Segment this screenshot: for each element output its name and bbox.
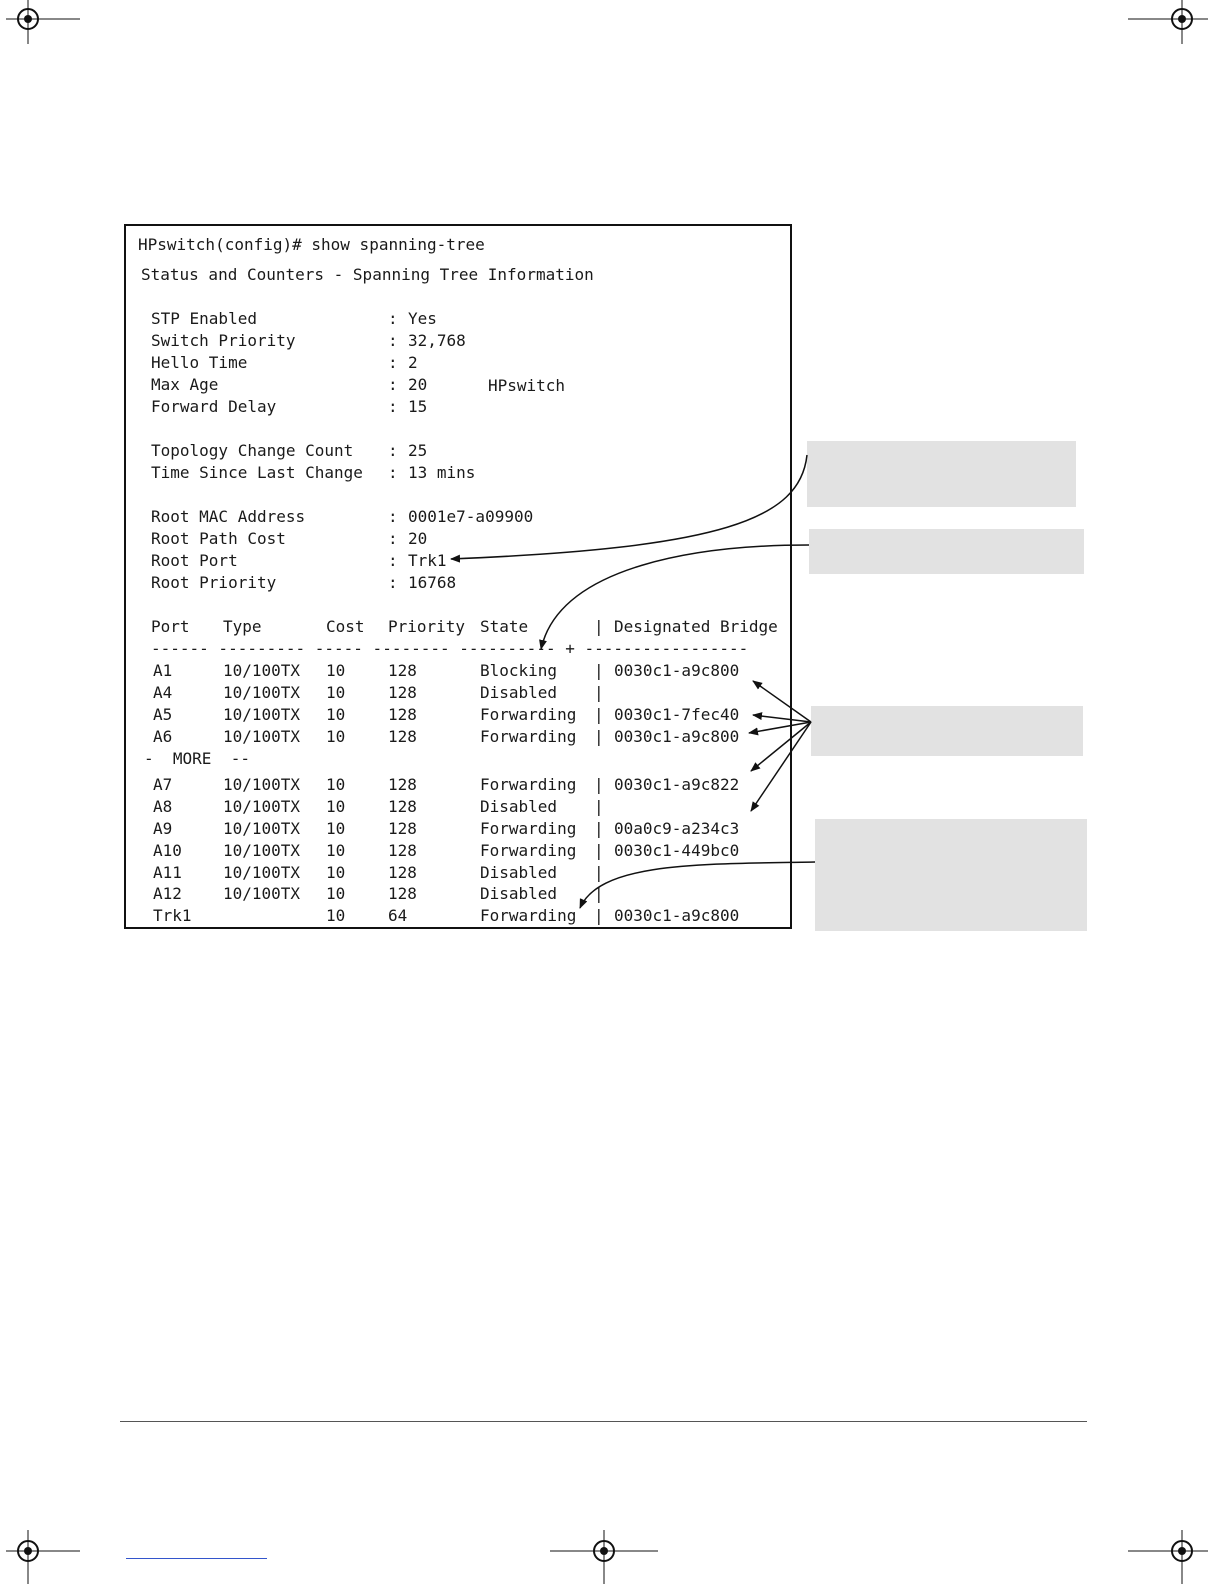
cell-port: A4 [153, 683, 173, 702]
cell-priority: 128 [388, 884, 417, 903]
arrow-root-port [451, 455, 807, 559]
arrow-blocking-state [541, 545, 809, 649]
cell-type: 10/100TX [223, 661, 301, 680]
field-sep: : [388, 573, 398, 592]
cell-port: A9 [153, 819, 173, 838]
cell-state: Blocking [480, 661, 558, 680]
field-label-hello-time: Hello Time [151, 353, 248, 372]
cell-designated-bridge: 0030c1-a9c800 [614, 661, 740, 680]
cell-state: Forwarding [480, 819, 577, 838]
cell-cost: 10 [326, 819, 346, 838]
field-sep: : [388, 441, 398, 460]
field-value-root-port: Trk1 [408, 551, 447, 570]
field-label-time-since-last-change: Time Since Last Change [151, 463, 363, 482]
cell-cost: 10 [326, 683, 346, 702]
cell-designated-bridge: 0030c1-a9c822 [614, 775, 740, 794]
cell-cost: 10 [326, 775, 346, 794]
cell-type: 10/100TX [223, 841, 301, 860]
field-sep: : [388, 331, 398, 350]
table-header-rule: ------ --------- ----- -------- ---------- + ----------------- [151, 639, 749, 658]
cell-divider: | [594, 797, 604, 816]
cell-type: 10/100TX [223, 863, 301, 882]
cell-divider: | [594, 819, 604, 838]
cell-port: A6 [153, 727, 173, 746]
field-label-switch-priority: Switch Priority [151, 331, 296, 350]
cell-type: 10/100TX [223, 727, 301, 746]
cell-designated-bridge: 00a0c9-a234c3 [614, 819, 740, 838]
field-value-root-path-cost: 20 [408, 529, 428, 548]
footer-rule [120, 1421, 1087, 1422]
cell-type: 10/100TX [223, 775, 301, 794]
cell-priority: 128 [388, 661, 417, 680]
cli-command: HPswitch(config)# show spanning-tree [138, 235, 485, 254]
cell-state: Forwarding [480, 705, 577, 724]
arrow-trunk-forwarding [580, 862, 815, 908]
field-label-root-priority: Root Priority [151, 573, 277, 592]
cell-divider: | [594, 775, 604, 794]
col-header-cost: Cost [326, 617, 365, 636]
cell-priority: 128 [388, 819, 417, 838]
cell-priority: 128 [388, 727, 417, 746]
cell-port: A11 [153, 863, 182, 882]
field-value-root-mac-address: 0001e7-a09900 [408, 507, 534, 526]
cell-state: Disabled [480, 797, 558, 816]
cell-priority: 128 [388, 841, 417, 860]
cell-port: A8 [153, 797, 173, 816]
col-header-type: Type [223, 617, 262, 636]
cell-state: Forwarding [480, 906, 577, 925]
field-label-root-path-cost: Root Path Cost [151, 529, 286, 548]
hostname-note: HPswitch [488, 376, 566, 395]
cell-port: A1 [153, 661, 173, 680]
cell-priority: 64 [388, 906, 408, 925]
col-header-port: Port [151, 617, 190, 636]
cell-cost: 10 [326, 906, 346, 925]
cell-type: 10/100TX [223, 683, 301, 702]
cell-state: Disabled [480, 683, 558, 702]
cell-port: A5 [153, 705, 173, 724]
cell-designated-bridge: 0030c1-a9c800 [614, 727, 740, 746]
col-header-state: State [480, 617, 529, 636]
cell-port: A7 [153, 775, 173, 794]
cell-type: 10/100TX [223, 819, 301, 838]
field-value-time-since-last-change: 13 mins [408, 463, 476, 482]
cell-divider: | [594, 683, 604, 702]
field-sep: : [388, 397, 398, 416]
footer-link-underline [126, 1558, 267, 1559]
field-label-root-mac-address: Root MAC Address [151, 507, 306, 526]
cell-port: A12 [153, 884, 182, 903]
cell-cost: 10 [326, 884, 346, 903]
col-header-designated-bridge: Designated Bridge [614, 617, 778, 636]
field-label-stp-enabled: STP Enabled [151, 309, 257, 328]
field-value-max-age: 20 [408, 375, 428, 394]
field-value-root-priority: 16768 [408, 573, 457, 592]
cell-cost: 10 [326, 661, 346, 680]
cell-priority: 128 [388, 775, 417, 794]
cell-designated-bridge: 0030c1-449bc0 [614, 841, 740, 860]
col-header-divider: | [594, 617, 604, 636]
cell-divider: | [594, 906, 604, 925]
cell-divider: | [594, 661, 604, 680]
field-sep: : [388, 551, 398, 570]
cell-cost: 10 [326, 841, 346, 860]
cell-port: Trk1 [153, 906, 192, 925]
cell-state: Forwarding [480, 841, 577, 860]
field-label-forward-delay: Forward Delay [151, 397, 277, 416]
field-sep: : [388, 463, 398, 482]
cell-type: 10/100TX [223, 705, 301, 724]
cell-divider: | [594, 863, 604, 882]
cell-cost: 10 [326, 705, 346, 724]
cell-divider: | [594, 841, 604, 860]
field-label-root-port: Root Port [151, 551, 238, 570]
field-value-topology-change-count: 25 [408, 441, 428, 460]
cell-state: Forwarding [480, 775, 577, 794]
cell-cost: 10 [326, 727, 346, 746]
field-value-switch-priority: 32,768 [408, 331, 466, 350]
field-sep: : [388, 353, 398, 372]
cell-priority: 128 [388, 797, 417, 816]
field-sep: : [388, 529, 398, 548]
field-sep: : [388, 507, 398, 526]
field-value-forward-delay: 15 [408, 397, 428, 416]
cell-cost: 10 [326, 797, 346, 816]
field-sep: : [388, 375, 398, 394]
cell-designated-bridge: 0030c1-7fec40 [614, 705, 740, 724]
cell-state: Forwarding [480, 727, 577, 746]
field-label-max-age: Max Age [151, 375, 219, 394]
cell-divider: | [594, 727, 604, 746]
col-header-priority: Priority [388, 617, 466, 636]
cell-priority: 128 [388, 705, 417, 724]
field-label-topology-change-count: Topology Change Count [151, 441, 354, 460]
cell-type: 10/100TX [223, 884, 301, 903]
cell-port: A10 [153, 841, 182, 860]
cell-type: 10/100TX [223, 797, 301, 816]
cell-cost: 10 [326, 863, 346, 882]
cell-divider: | [594, 884, 604, 903]
more-prompt: - MORE -- [144, 749, 250, 768]
cli-heading: Status and Counters - Spanning Tree Information [141, 265, 594, 284]
field-value-stp-enabled: Yes [408, 309, 437, 328]
field-value-hello-time: 2 [408, 353, 418, 372]
arrows-designated-bridge [749, 681, 811, 811]
cell-priority: 128 [388, 683, 417, 702]
cell-state: Disabled [480, 863, 558, 882]
cell-divider: | [594, 705, 604, 724]
field-sep: : [388, 309, 398, 328]
cell-state: Disabled [480, 884, 558, 903]
cell-priority: 128 [388, 863, 417, 882]
cell-designated-bridge: 0030c1-a9c800 [614, 906, 740, 925]
